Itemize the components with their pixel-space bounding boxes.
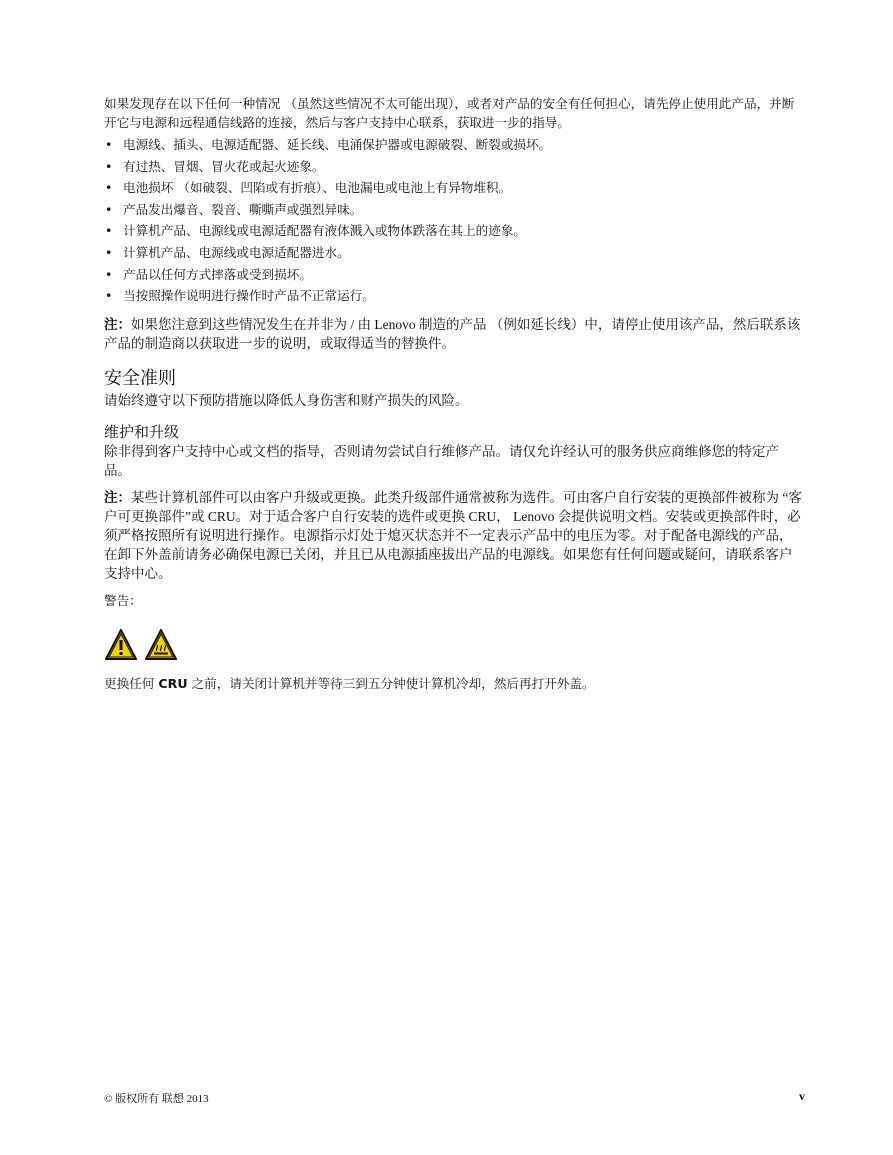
- note-text: 某些计算机部件可以由客户升级或更换。此类升级部件通常被称为选件。可由客户自行安装的更换部件被称为 “客户可更换部件”或 CRU。对于适合客户自行安装的选件或更换 CRU， Lenovo 会提供说明文档。安装或更换部件时，必须严格按照所有说明进行操作。电源指示灯处于熄灭状态并不一定表示产品中的电压为零。对于配备电源线的产品，在卸下外盖前请务必确保电源已关闭，并且已从电源插座拔出产品的电源线。如果您有任何问题或疑问，请联系客户支持中心。: [104, 489, 802, 581]
- list-item-text: 当按照操作说明进行操作时产品不正常运行。: [123, 288, 375, 304]
- cru-term: CRU: [158, 675, 188, 691]
- list-item-text: 产品发出爆音、裂音、嘶嘶声或强烈异味。: [123, 201, 363, 217]
- list-item-text: 产品以任何方式摔落或受到损坏。: [123, 266, 312, 282]
- bullet-dot: •: [105, 288, 113, 304]
- cru-text-after: 之前，请关闭计算机并等待三到五分钟使计算机冷却，然后再打开外盖。: [187, 675, 595, 691]
- intro-paragraph: 如果发现存在以下任何一种情况 （虽然这些情况不太可能出现），或者对产品的安全有任何担心，请先停止使用此产品，并断开它与电源和远程通信线路的连接，然后与客户支持中心联系，获取进一步的指导。: [104, 96, 795, 130]
- bullet-dot: •: [105, 266, 113, 282]
- list-item: [104, 242, 804, 264]
- subsection-text: 除非得到客户支持中心或文档的指导，否则请勿尝试自行维修产品。请仅允许经认可的服务供应商维修您的特定产品。: [104, 443, 779, 478]
- footer-copyright: © 版权所有 联想 2013: [104, 1093, 209, 1105]
- cru-text-before: 更换任何: [104, 675, 159, 691]
- bullet-dot: •: [105, 223, 113, 239]
- section-text: 请始终遵守以下预防措施以降低人身伤害和财产损失的风险。: [104, 392, 469, 408]
- list-item-text: 电源线、插头、电源适配器、延长线、电涌保护器或电源破裂、断裂或损坏。: [123, 137, 552, 152]
- warning-label: 警告：: [104, 592, 142, 608]
- note-text: 如果您注意到这些情况发生在并非为 / 由 Lenovo 制造的产品 （例如延长线）中，请停止使用该产品，然后联系该产品的制造商以获取进一步的说明，或取得适当的替换件。: [104, 316, 801, 351]
- bullet-dot: •: [105, 158, 113, 174]
- subsection-heading: 维护和升级: [104, 422, 180, 441]
- list-item-text: 计算机产品、电源线或电源适配器有液体溅入或物体跌落在其上的迹象。: [123, 223, 526, 239]
- bullet-dot: •: [105, 137, 113, 152]
- list-item: [104, 264, 804, 286]
- note-label: 注：: [104, 489, 131, 505]
- hazard-list: [104, 134, 804, 307]
- footer-page-number: v: [799, 1089, 805, 1103]
- cru-note-paragraph: [104, 488, 804, 583]
- list-item: [104, 134, 804, 156]
- document-page: [104, 94, 804, 693]
- list-item: [104, 156, 804, 178]
- hot-surface-icon: [144, 628, 178, 662]
- note-label: 注：: [104, 316, 131, 332]
- list-item-text: 计算机产品、电源线或电源适配器进水。: [123, 244, 350, 260]
- section-heading: 安全准则: [104, 367, 176, 389]
- note-paragraph: [104, 315, 804, 353]
- caution-exclamation-icon: [104, 628, 138, 662]
- list-item: [104, 199, 804, 221]
- bullet-dot: •: [105, 201, 113, 217]
- warning-icons: [104, 628, 804, 662]
- bullet-dot: •: [105, 244, 113, 260]
- list-item-text: 有过热、冒烟、冒火花或起火迹象。: [123, 158, 325, 174]
- list-item: [104, 177, 804, 199]
- list-item: [104, 285, 804, 307]
- bullet-dot: •: [105, 180, 113, 196]
- list-item-text: 电池损坏 （如破裂、凹陷或有折痕）、电池漏电或电池上有异物堆积。: [123, 180, 512, 196]
- list-item: [104, 220, 804, 242]
- cru-instruction: [104, 674, 804, 693]
